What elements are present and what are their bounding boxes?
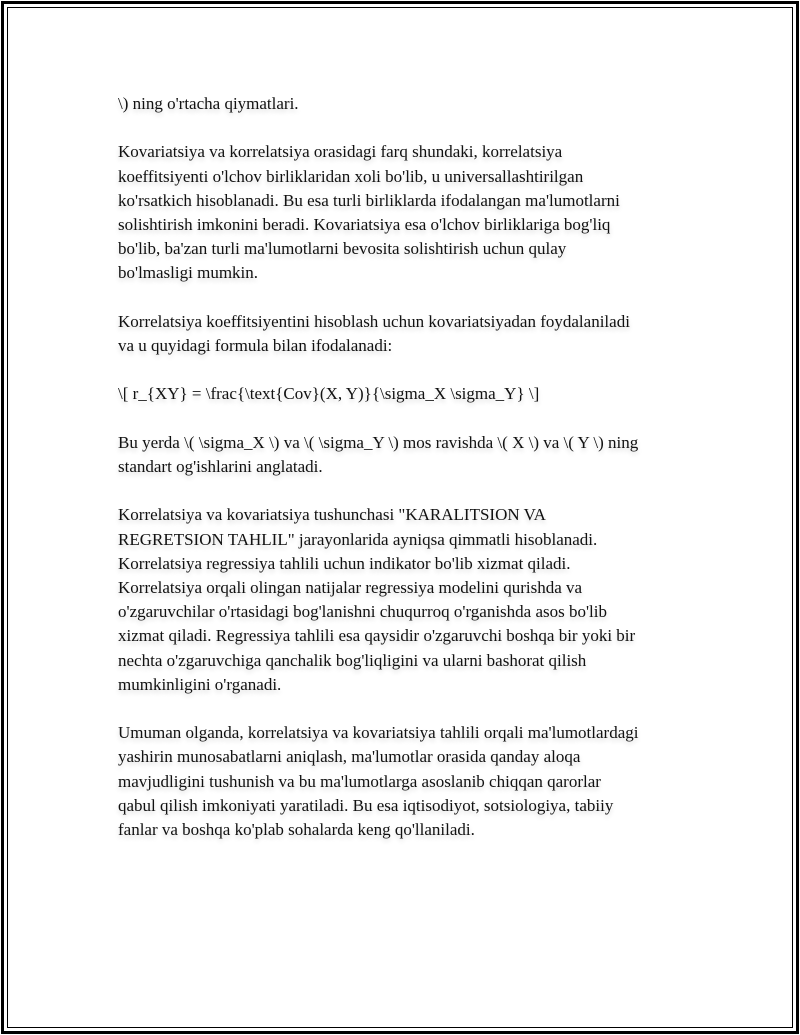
text-line: Korrelatsiya regressiya tahlili uchun indikator bo'lib xizmat qiladi.: [118, 553, 571, 573]
formula-text: \[ r_{XY} = \frac{\text{Cov}(X, Y)}{\sigma_X \sigma_Y} \]: [118, 384, 540, 404]
paragraph-conclusion: [118, 721, 718, 842]
text-line: koeffitsiyenti o'lchov birliklaridan xoli bo'lib, u universallashtirilgan: [118, 166, 584, 186]
paragraph-formula-explanation: [118, 431, 718, 479]
paragraph-formula-intro: [118, 310, 718, 358]
text-line: qabul qilish imkoniyati yaratiladi. Bu esa iqtisodiyot, sotsiologiya, tabiiy: [118, 795, 614, 815]
text-line: Kovariatsiya va korrelatsiya orasidagi farq shundaki, korrelatsiya: [118, 142, 563, 162]
text-line: bo'lmasligi mumkin.: [118, 263, 259, 283]
document-body: [118, 92, 718, 866]
text-line: o'zgaruvchilar o'rtasidagi bog'lanishni chuqurroq o'rganishda asos bo'lib: [118, 602, 608, 622]
formula-line: [118, 382, 718, 406]
text-line: mumkinligini o'rganadi.: [118, 674, 282, 694]
text-line: Korrelatsiya va kovariatsiya tushunchasi "KARALITSION VA: [118, 505, 546, 525]
text-line: fanlar va boshqa ko'plab sohalarda keng qo'llaniladi.: [118, 820, 475, 839]
text-line: xizmat qiladi. Regressiya tahlili esa qaysidir o'zgaruvchi boshqa bir yoki bir: [118, 626, 636, 646]
text-line: Umuman olganda, korrelatsiya va kovariatsiya tahlili orqali ma'lumotlardagi: [118, 723, 639, 743]
text-line: yashirin munosabatlarni aniqlash, ma'lumotlar orasida qanday aloqa: [118, 747, 581, 767]
text-line: Korrelatsiya orqali olingan natijalar regressiya modelini qurishda va: [118, 577, 583, 597]
text-line: \) ning o'rtacha qiymatlari.: [118, 94, 299, 113]
text-line: nechta o'zgaruvchiga qanchalik bog'liqligini va ularni bashorat qilish: [118, 650, 587, 670]
paragraph-difference: [118, 140, 718, 285]
text-line: bo'lib, ba'zan turli ma'lumotlarni bevosita solishtirish uchun qulay: [118, 239, 567, 259]
paragraph-regression: [118, 503, 718, 697]
text-line: REGRETSION TAHLIL" jarayonlarida ayniqsa qimmatli hisoblanadi.: [118, 529, 598, 549]
paragraph-intro-fragment: [118, 92, 718, 116]
text-line: standart og'ishlarini anglatadi.: [118, 456, 323, 476]
text-line: Korrelatsiya koeffitsiyentini hisoblash uchun kovariatsiyadan foydalaniladi: [118, 311, 630, 331]
text-line: va u quyidagi formula bilan ifodalanadi:: [118, 336, 393, 355]
text-line: solishtirish imkonini beradi. Kovariatsiya esa o'lchov birliklariga bog'liq: [118, 215, 611, 234]
text-line: ko'rsatkich hisoblanadi. Bu esa turli birliklarda ifodalangan ma'lumotlarni: [118, 190, 620, 210]
text-line: mavjudligini tushunish va bu ma'lumotlarga asoslanib chiqqan qarorlar: [118, 771, 601, 791]
text-line: Bu yerda \( \sigma_X \) va \( \sigma_Y \) mos ravishda \( X \) va \( Y \) ning: [118, 432, 639, 452]
